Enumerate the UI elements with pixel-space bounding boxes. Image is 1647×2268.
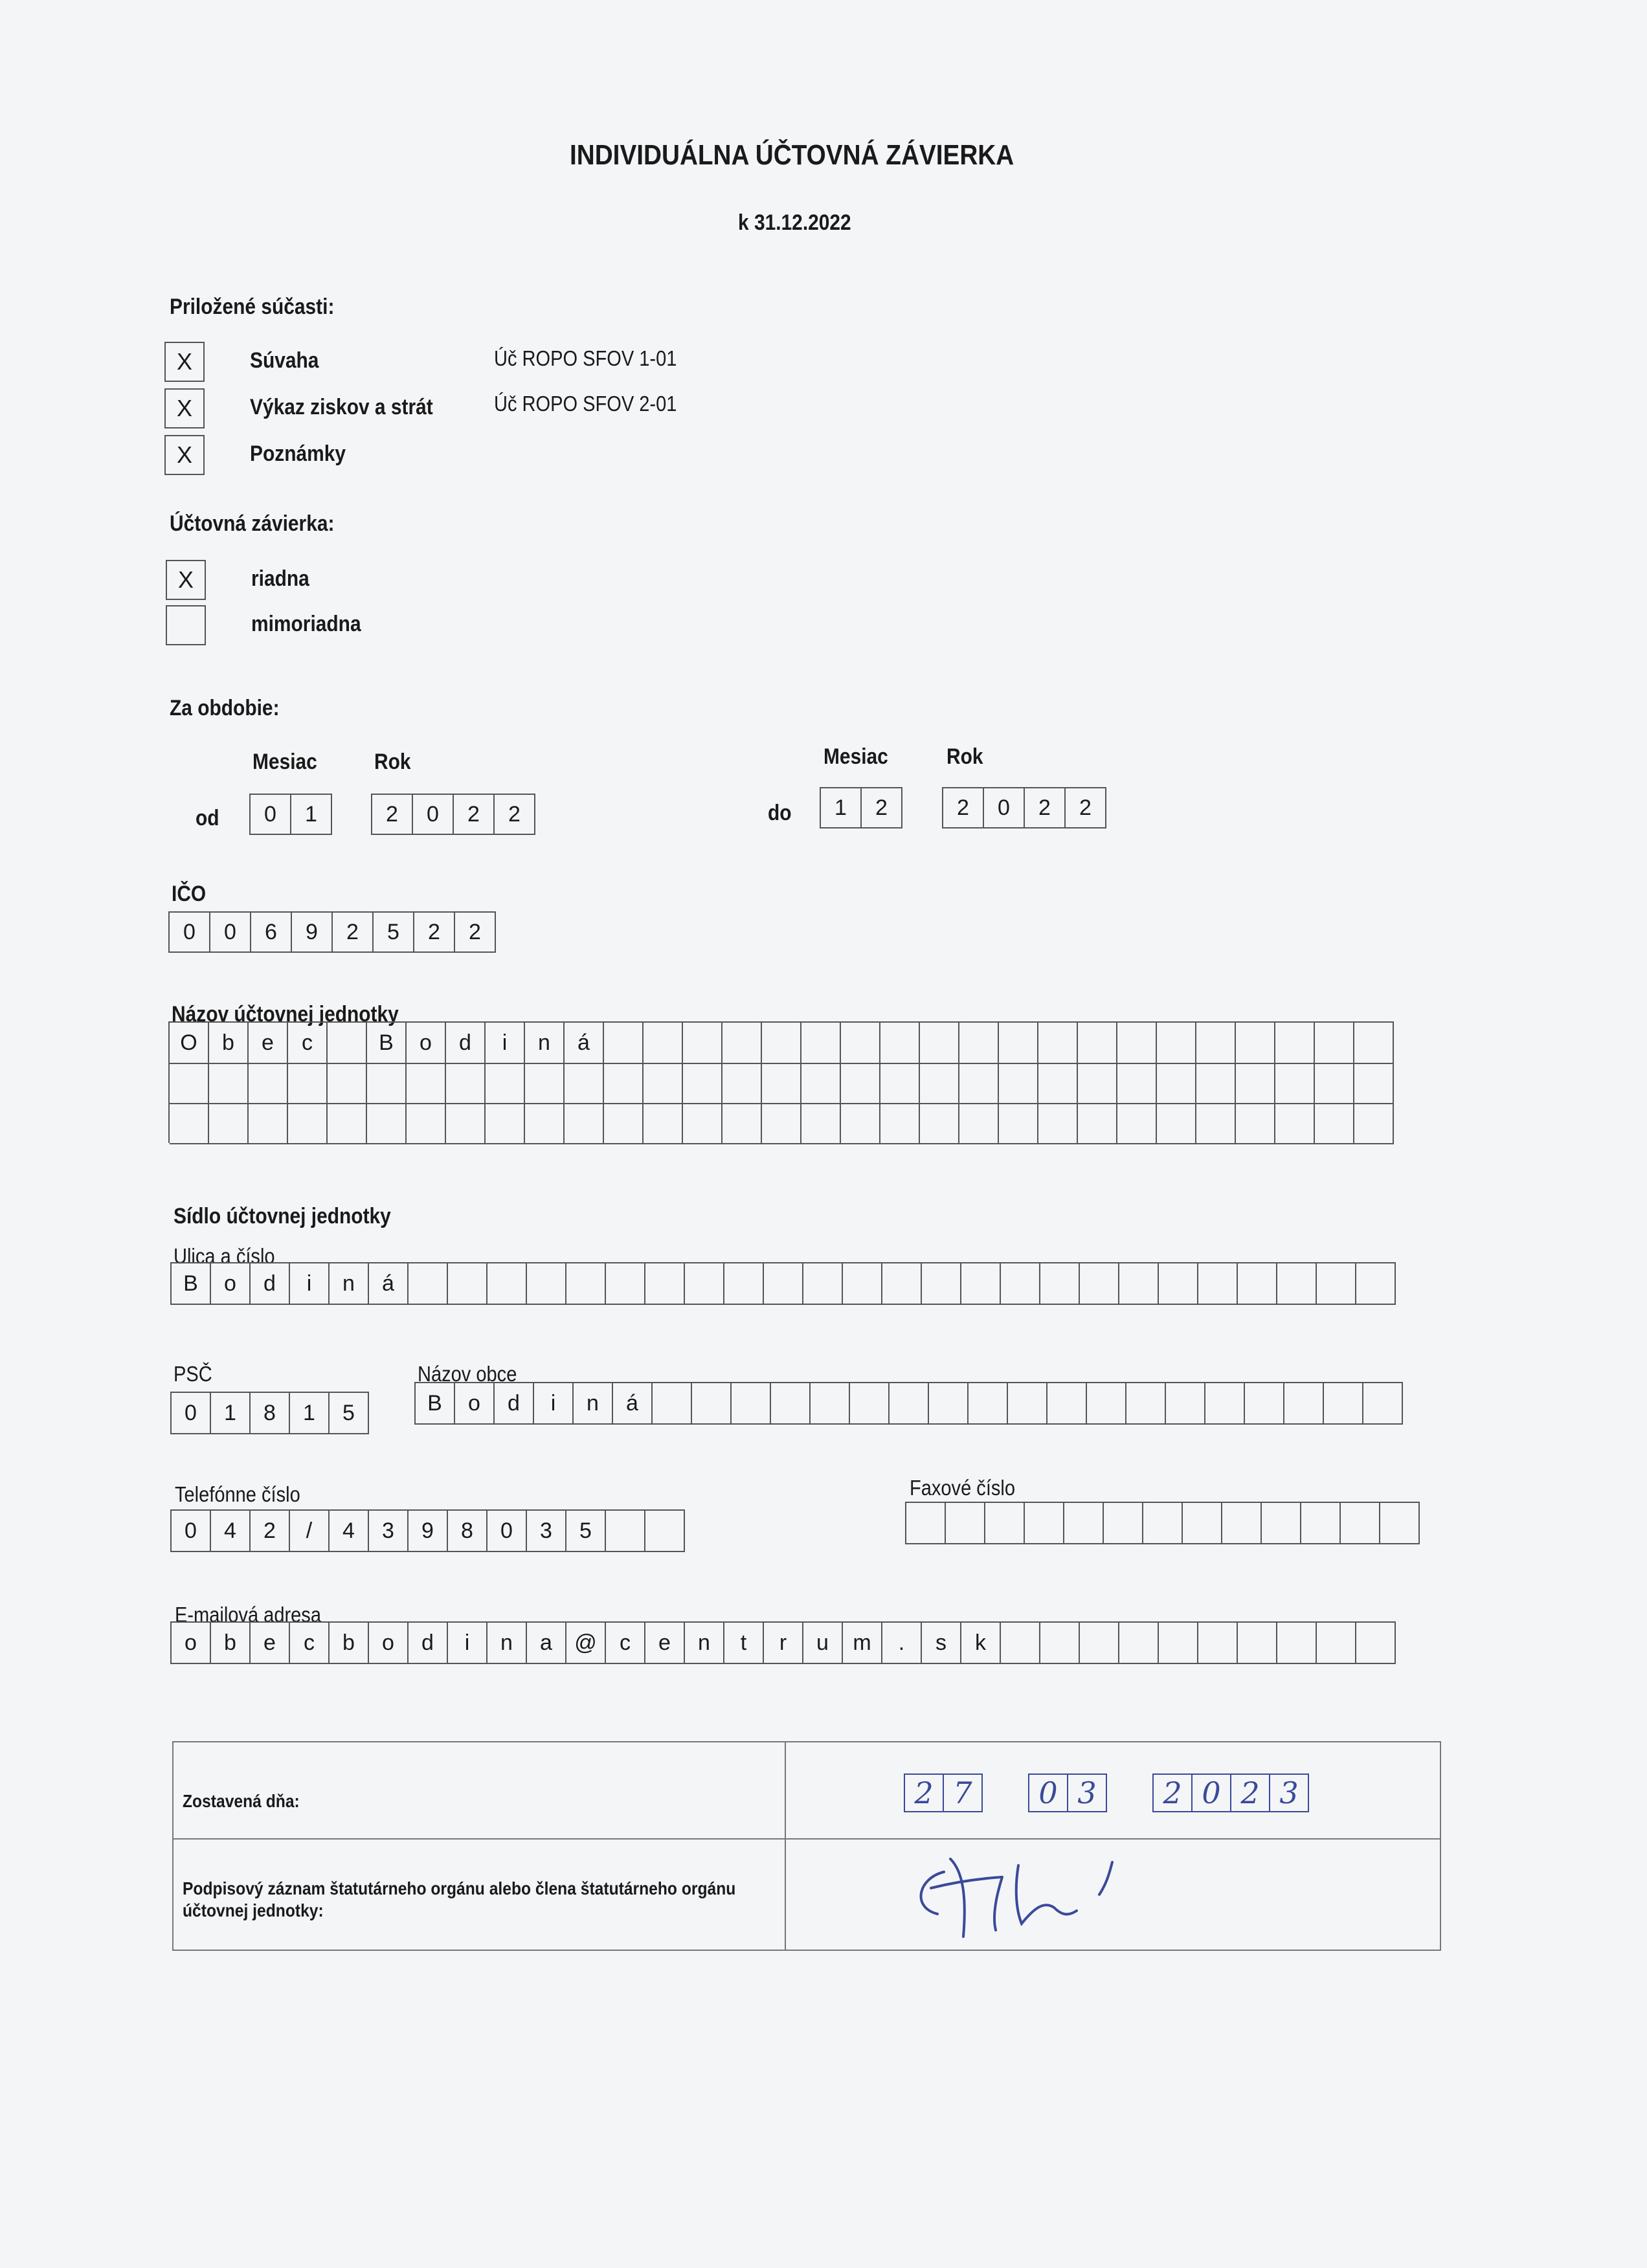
entity-name-cell: [486, 1063, 525, 1104]
phone-cell: 9: [409, 1511, 448, 1552]
street-cell: [448, 1263, 487, 1305]
compiled-year-digit: 2: [1154, 1775, 1193, 1812]
fax-cell: [1143, 1503, 1183, 1544]
entity-name-cell: [565, 1103, 604, 1144]
entity-name-cell: [841, 1023, 880, 1064]
email-cell: [1356, 1623, 1396, 1664]
email-cell: m: [843, 1623, 882, 1664]
entity-name-cell: [1354, 1023, 1394, 1064]
entity-name-cell: [328, 1063, 367, 1104]
entity-name-cell: [999, 1063, 1038, 1104]
street-cell: [1159, 1263, 1198, 1305]
street-cell: [645, 1263, 685, 1305]
entity-name-cell: [920, 1023, 959, 1064]
attachment-label-poznamky: Poznámky: [250, 441, 346, 466]
fax-label: Faxové číslo: [910, 1476, 1016, 1500]
street-cell: [1277, 1263, 1317, 1305]
town-cell: [969, 1383, 1008, 1425]
entity-name-cell: b: [209, 1023, 249, 1064]
from-month-digit: 1: [291, 795, 332, 835]
entity-name-cell: [841, 1103, 880, 1144]
street-cell: i: [290, 1263, 330, 1305]
fax-cell: [1222, 1503, 1262, 1544]
entity-name-cell: [1078, 1103, 1117, 1144]
street-cell: [922, 1263, 961, 1305]
entity-name-cell: [1157, 1063, 1196, 1104]
email-cell: a: [527, 1623, 566, 1664]
phone-cell: /: [290, 1511, 330, 1552]
email-cell: s: [922, 1623, 961, 1664]
email-cell: n: [487, 1623, 527, 1664]
entity-name-cell: [604, 1103, 644, 1144]
street-cell: [961, 1263, 1001, 1305]
closing-label: Účtovná závierka:: [170, 511, 335, 536]
email-cell: c: [606, 1623, 645, 1664]
street-cell: [1317, 1263, 1356, 1305]
fax-cell: [906, 1503, 946, 1544]
table-divider-vertical: [785, 1742, 786, 1950]
checkbox-poznamky[interactable]: X: [164, 435, 205, 475]
entity-name-cell: [446, 1103, 486, 1144]
phone-cell: 0: [487, 1511, 527, 1552]
fax-cell: [1380, 1503, 1420, 1544]
to-year-digit: 2: [1025, 788, 1066, 828]
entity-name-cell: [525, 1103, 565, 1144]
psc-cell: 1: [290, 1393, 330, 1434]
entity-name-cell: [762, 1063, 801, 1104]
attachment-label-vykaz: Výkaz ziskov a strát: [250, 395, 433, 419]
town-cell: [1363, 1383, 1403, 1425]
entity-name-field[interactable]: [168, 1021, 1394, 1143]
entity-name-cell: [999, 1023, 1038, 1064]
signature-label-line2: účtovnej jednotky:: [183, 1900, 324, 1920]
from-year-field[interactable]: [371, 794, 535, 835]
entity-name-cell: [249, 1063, 288, 1104]
email-cell: [1001, 1623, 1040, 1664]
ico-digit: 6: [251, 913, 292, 953]
psc-cell: 1: [211, 1393, 251, 1434]
compiled-day-field[interactable]: [904, 1773, 983, 1812]
fax-cell: [1025, 1503, 1064, 1544]
entity-name-cell: [1315, 1023, 1354, 1064]
street-cell: [606, 1263, 645, 1305]
entity-name-cell: [1354, 1103, 1394, 1144]
from-month-label: Mesiac: [252, 750, 317, 774]
fax-cell: [1341, 1503, 1380, 1544]
phone-cell: 4: [211, 1511, 251, 1552]
email-cell: [1040, 1623, 1080, 1664]
entity-name-cell: [762, 1023, 801, 1064]
compiled-month-field[interactable]: [1028, 1773, 1107, 1812]
entity-name-cell: [644, 1023, 683, 1064]
phone-cell: 8: [448, 1511, 487, 1552]
street-cell: á: [369, 1263, 409, 1305]
email-cell: [1277, 1623, 1317, 1664]
ico-digit: 9: [292, 913, 333, 953]
street-cell: [1040, 1263, 1080, 1305]
email-cell: o: [369, 1623, 409, 1664]
email-field[interactable]: [170, 1621, 1396, 1664]
entity-name-cell: [328, 1103, 367, 1144]
page-title: INDIVIDUÁLNA ÚČTOVNÁ ZÁVIERKA: [570, 139, 1014, 171]
entity-name-cell: [1117, 1103, 1157, 1144]
entity-name-cell: [407, 1063, 446, 1104]
town-label: Názov obce: [418, 1362, 517, 1386]
entity-name-cell: [999, 1103, 1038, 1144]
phone-field[interactable]: [170, 1509, 685, 1552]
entity-name-cell: [1275, 1103, 1315, 1144]
fax-cell: [985, 1503, 1025, 1544]
entity-name-cell: [209, 1063, 249, 1104]
town-cell: [890, 1383, 929, 1425]
entity-name-cell: [841, 1063, 880, 1104]
entity-name-cell: [1315, 1063, 1354, 1104]
town-cell: [771, 1383, 811, 1425]
entity-name-cell: [723, 1103, 762, 1144]
entity-name-cell: B: [367, 1023, 407, 1064]
email-cell: [1198, 1623, 1238, 1664]
from-year-digit: 2: [454, 795, 495, 835]
psc-cell: 0: [172, 1393, 211, 1434]
handwritten-signature: [905, 1846, 1177, 1943]
email-cell: n: [685, 1623, 724, 1664]
entity-name-cell: [1236, 1103, 1275, 1144]
town-cell: [732, 1383, 771, 1425]
street-cell: [1080, 1263, 1119, 1305]
street-cell: [409, 1263, 448, 1305]
entity-name-cell: [170, 1063, 209, 1104]
email-cell: e: [645, 1623, 685, 1664]
street-cell: [843, 1263, 882, 1305]
email-cell: e: [251, 1623, 290, 1664]
from-month-digit: 0: [251, 795, 291, 835]
entity-name-cell: [1315, 1103, 1354, 1144]
entity-name-cell: [683, 1063, 723, 1104]
entity-name-cell: [288, 1063, 328, 1104]
phone-cell: 2: [251, 1511, 290, 1552]
street-cell: [764, 1263, 803, 1305]
entity-name-cell: [1078, 1023, 1117, 1064]
attachment-code-suvaha: Úč ROPO SFOV 1-01: [494, 346, 677, 370]
ico-label: IČO: [172, 882, 207, 906]
street-cell: [487, 1263, 527, 1305]
entity-name-cell: [723, 1063, 762, 1104]
phone-cell: 5: [566, 1511, 606, 1552]
from-year-digit: 0: [413, 795, 454, 835]
checkbox-riadna[interactable]: X: [166, 560, 206, 600]
entity-name-cell: O: [170, 1023, 209, 1064]
email-cell: r: [764, 1623, 803, 1664]
town-cell: [811, 1383, 850, 1425]
phone-cell: 3: [527, 1511, 566, 1552]
from-year-digit: 2: [372, 795, 413, 835]
town-cell: [653, 1383, 692, 1425]
attachment-code-vykaz: Úč ROPO SFOV 2-01: [494, 392, 677, 416]
entity-name-cell: [880, 1103, 920, 1144]
entity-name-cell: o: [407, 1023, 446, 1064]
street-cell: B: [172, 1263, 211, 1305]
email-cell: b: [211, 1623, 251, 1664]
compiled-year-digit: 0: [1193, 1775, 1231, 1812]
phone-cell: 4: [330, 1511, 369, 1552]
fax-cell: [1064, 1503, 1104, 1544]
street-label: Ulica a číslo: [174, 1244, 275, 1268]
email-cell: d: [409, 1623, 448, 1664]
street-cell: [1198, 1263, 1238, 1305]
entity-name-cell: [328, 1023, 367, 1064]
entity-name-cell: [1117, 1023, 1157, 1064]
street-cell: [882, 1263, 922, 1305]
entity-name-cell: [565, 1063, 604, 1104]
compiled-month-digit: 3: [1068, 1775, 1107, 1812]
entity-name-cell: [1117, 1063, 1157, 1104]
email-cell: @: [566, 1623, 606, 1664]
entity-name-cell: [1236, 1063, 1275, 1104]
entity-name-cell: n: [525, 1023, 565, 1064]
checkbox-vykaz[interactable]: X: [164, 388, 205, 428]
entity-name-cell: [367, 1063, 407, 1104]
street-cell: [527, 1263, 566, 1305]
ico-digit: 2: [455, 913, 496, 953]
checkbox-suvaha[interactable]: X: [164, 342, 205, 382]
entity-name-cell: [1078, 1063, 1117, 1104]
checkbox-mimoriadna[interactable]: [166, 605, 206, 645]
psc-cell: 8: [251, 1393, 290, 1434]
email-cell: b: [330, 1623, 369, 1664]
to-year-label: Rok: [947, 744, 983, 769]
town-cell: á: [613, 1383, 653, 1425]
entity-name-cell: [959, 1023, 999, 1064]
entity-name-cell: [170, 1103, 209, 1144]
entity-name-cell: [920, 1103, 959, 1144]
email-cell: .: [882, 1623, 922, 1664]
from-year-label: Rok: [374, 750, 411, 774]
compiled-year-digit: 3: [1270, 1775, 1309, 1812]
to-label: do: [768, 801, 792, 825]
town-cell: [1324, 1383, 1363, 1425]
town-cell: [1126, 1383, 1166, 1425]
closing-label-riadna: riadna: [251, 566, 309, 591]
to-year-digit: 2: [943, 788, 984, 828]
compiled-year-field[interactable]: [1152, 1773, 1309, 1812]
entity-name-cell: [407, 1103, 446, 1144]
entity-name-cell: [1354, 1063, 1394, 1104]
email-cell: u: [803, 1623, 843, 1664]
town-cell: [1166, 1383, 1205, 1425]
town-cell: B: [416, 1383, 455, 1425]
entity-name-cell: [801, 1103, 841, 1144]
from-month-field[interactable]: [249, 794, 332, 835]
fax-cell: [1104, 1503, 1143, 1544]
entity-name-cell: c: [288, 1023, 328, 1064]
entity-name-cell: [1157, 1103, 1196, 1144]
entity-name-cell: [486, 1103, 525, 1144]
entity-name-cell: [644, 1063, 683, 1104]
entity-name-cell: [801, 1063, 841, 1104]
entity-name-cell: [920, 1063, 959, 1104]
entity-name-cell: [604, 1063, 644, 1104]
email-cell: [1238, 1623, 1277, 1664]
town-cell: [929, 1383, 969, 1425]
attachment-label-suvaha: Súvaha: [250, 348, 319, 373]
town-cell: [1284, 1383, 1324, 1425]
report-date: k 31.12.2022: [738, 210, 851, 235]
ico-digit: 5: [374, 913, 414, 953]
fax-cell: [946, 1503, 985, 1544]
compiled-day-digit: 2: [905, 1775, 944, 1812]
phone-cell: [606, 1511, 645, 1552]
town-cell: i: [534, 1383, 574, 1425]
town-cell: [1048, 1383, 1087, 1425]
town-cell: [1245, 1383, 1284, 1425]
entity-name-cell: [683, 1103, 723, 1144]
compiled-day-digit: 7: [944, 1775, 983, 1812]
entity-name-cell: [1196, 1023, 1236, 1064]
entity-name-cell: [367, 1103, 407, 1144]
ico-digit: 0: [210, 913, 251, 953]
street-cell: [724, 1263, 764, 1305]
town-cell: o: [455, 1383, 495, 1425]
fax-cell: [1183, 1503, 1222, 1544]
email-cell: [1119, 1623, 1159, 1664]
street-field[interactable]: [170, 1262, 1396, 1305]
street-cell: [685, 1263, 724, 1305]
town-cell: d: [495, 1383, 534, 1425]
email-cell: [1080, 1623, 1119, 1664]
entity-name-cell: [723, 1023, 762, 1064]
street-cell: n: [330, 1263, 369, 1305]
entity-name-cell: [880, 1023, 920, 1064]
town-cell: [692, 1383, 732, 1425]
entity-name-cell: [880, 1063, 920, 1104]
ico-digit: 2: [333, 913, 374, 953]
closing-label-mimoriadna: mimoriadna: [251, 612, 361, 636]
from-year-digit: 2: [495, 795, 535, 835]
town-cell: [850, 1383, 890, 1425]
entity-name-cell: [1157, 1023, 1196, 1064]
email-cell: i: [448, 1623, 487, 1664]
compiled-month-digit: 0: [1029, 1775, 1068, 1812]
entity-name-cell: [959, 1103, 999, 1144]
email-cell: k: [961, 1623, 1001, 1664]
entity-name-label: Názov účtovnej jednotky: [172, 1002, 399, 1027]
to-month-digit: 1: [821, 788, 862, 828]
signature-label-line1: Podpisový záznam štatutárneho orgánu alebo člena štatutárneho orgánu: [183, 1878, 736, 1898]
signature-table: [172, 1741, 1441, 1951]
table-divider-horizontal: [174, 1838, 1440, 1840]
entity-name-cell: [1196, 1103, 1236, 1144]
compiled-date-label: Zostavená dňa:: [183, 1791, 300, 1811]
address-label: Sídlo účtovnej jednotky: [174, 1204, 391, 1228]
to-month-digit: 2: [862, 788, 902, 828]
to-month-field[interactable]: [820, 787, 902, 828]
town-cell: [1087, 1383, 1126, 1425]
entity-name-cell: [209, 1103, 249, 1144]
fax-field[interactable]: [905, 1502, 1420, 1544]
town-field[interactable]: [414, 1382, 1403, 1425]
phone-label: Telefónne číslo: [175, 1482, 300, 1506]
town-cell: n: [574, 1383, 613, 1425]
street-cell: d: [251, 1263, 290, 1305]
to-year-field[interactable]: [942, 787, 1106, 828]
to-year-digit: 0: [984, 788, 1025, 828]
entity-name-cell: [1038, 1103, 1078, 1144]
entity-name-cell: [762, 1103, 801, 1144]
to-month-label: Mesiac: [824, 744, 888, 769]
entity-name-cell: [249, 1103, 288, 1144]
fax-cell: [1262, 1503, 1301, 1544]
street-cell: [1356, 1263, 1396, 1305]
street-cell: [1001, 1263, 1040, 1305]
entity-name-cell: [801, 1023, 841, 1064]
email-cell: [1159, 1623, 1198, 1664]
phone-cell: [645, 1511, 685, 1552]
entity-name-cell: d: [446, 1023, 486, 1064]
attachments-label: Priložené súčasti:: [170, 295, 335, 319]
to-year-digit: 2: [1066, 788, 1106, 828]
street-cell: [1119, 1263, 1159, 1305]
street-cell: o: [211, 1263, 251, 1305]
email-cell: [1317, 1623, 1356, 1664]
entity-name-cell: i: [486, 1023, 525, 1064]
street-cell: [1238, 1263, 1277, 1305]
ico-digit: 2: [414, 913, 455, 953]
entity-name-cell: [959, 1063, 999, 1104]
entity-name-cell: [1275, 1063, 1315, 1104]
compiled-year-digit: 2: [1231, 1775, 1270, 1812]
entity-name-cell: [1038, 1063, 1078, 1104]
town-cell: [1205, 1383, 1245, 1425]
entity-name-cell: [1038, 1023, 1078, 1064]
town-cell: [1008, 1383, 1048, 1425]
phone-cell: 3: [369, 1511, 409, 1552]
entity-name-cell: [288, 1103, 328, 1144]
psc-field[interactable]: [170, 1392, 369, 1434]
entity-name-cell: [604, 1023, 644, 1064]
street-cell: [566, 1263, 606, 1305]
psc-cell: 5: [330, 1393, 369, 1434]
ico-digit: 0: [170, 913, 210, 953]
email-cell: o: [172, 1623, 211, 1664]
from-label: od: [196, 806, 219, 830]
entity-name-cell: [1236, 1023, 1275, 1064]
entity-name-cell: [446, 1063, 486, 1104]
entity-name-cell: [1275, 1023, 1315, 1064]
entity-name-cell: [1196, 1063, 1236, 1104]
ico-field[interactable]: [168, 911, 496, 953]
entity-name-cell: á: [565, 1023, 604, 1064]
entity-name-cell: [525, 1063, 565, 1104]
fax-cell: [1301, 1503, 1341, 1544]
phone-cell: 0: [172, 1511, 211, 1552]
email-cell: c: [290, 1623, 330, 1664]
period-label: Za obdobie:: [170, 696, 280, 720]
street-cell: [803, 1263, 843, 1305]
entity-name-cell: [644, 1103, 683, 1144]
email-label: E-mailová adresa: [175, 1603, 321, 1627]
psc-label: PSČ: [174, 1362, 212, 1386]
entity-name-cell: [683, 1023, 723, 1064]
entity-name-cell: e: [249, 1023, 288, 1064]
email-cell: t: [724, 1623, 764, 1664]
